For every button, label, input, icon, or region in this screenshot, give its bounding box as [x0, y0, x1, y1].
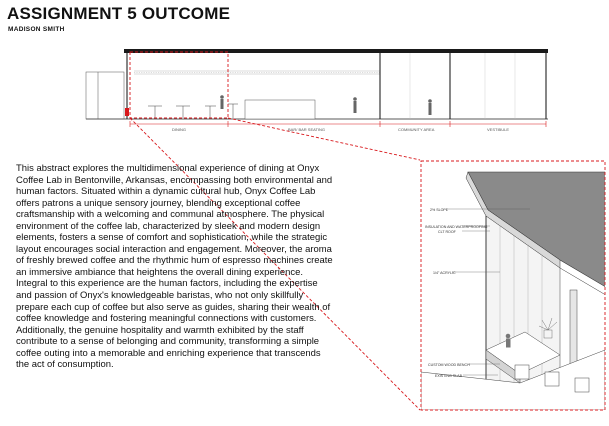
zone-label: COMMUNITY AREA	[398, 127, 435, 132]
zone-label: DINING	[172, 127, 186, 132]
zone-label: BAR/ BAR SEATING	[288, 127, 326, 132]
ceiling-baffles	[134, 71, 380, 74]
detail-callout-box	[130, 52, 228, 118]
abstract-text: This abstract explores the multidimensional experience of dining at Onyx Coffee Lab in Bentonville, Arkansas, encompassing both environmental and human factors. Situated within a dynamic cultural hub, Onyx Coffee Lab offers patrons a unique sensory journey, blending exceptional coffee craftsmanship with a welcoming and communal atmosphere. The physical environment of the coffee lab, characterized by sleek and modern design elements, fosters a sense of comfort and sophistication, while the strategic layout encourages social interaction and engagement. Moreover, the aroma of freshly brewed coffee and the rhythmic hum of espresso machines create an immersive ambiance that heightens the overall dining experience. Integral to this experience are the human factors, including the expertise and passion of Onyx's knowledgeable baristas, who not only skillfully prepare each cup of coffee but also serve as guides, sharing their wealth of coffee knowledge and fostering meaningful connections with customers. Additionally, the genuine hospitality and warmth exhibited by the staff contribute to a sense of belonging and community, transforming a simple coffee outing into a memorable and enriching experience that transcends the act of consumption.	[16, 163, 333, 371]
adjacent-building	[86, 72, 124, 119]
page-title: ASSIGNMENT 5 OUTCOME	[7, 4, 231, 23]
author-name: MADISON SMITH	[8, 26, 65, 33]
annotation-slope: 2% SLOPE	[430, 208, 449, 212]
annotation-slab: EXISTING SLAB	[435, 374, 462, 378]
axon-detail	[421, 161, 609, 410]
annotation-clt-roof: CLT ROOF	[438, 230, 456, 234]
annotation-acrylic: 1/4" ACRYLIC	[433, 271, 456, 275]
annotation-insulation: INSULATION AND WATERPROOFING	[425, 225, 488, 229]
annotation-bench: CUSTOM WOOD BENCH	[428, 363, 470, 367]
bar-counter	[245, 100, 315, 119]
zone-label: VESTIBULE	[487, 127, 510, 132]
